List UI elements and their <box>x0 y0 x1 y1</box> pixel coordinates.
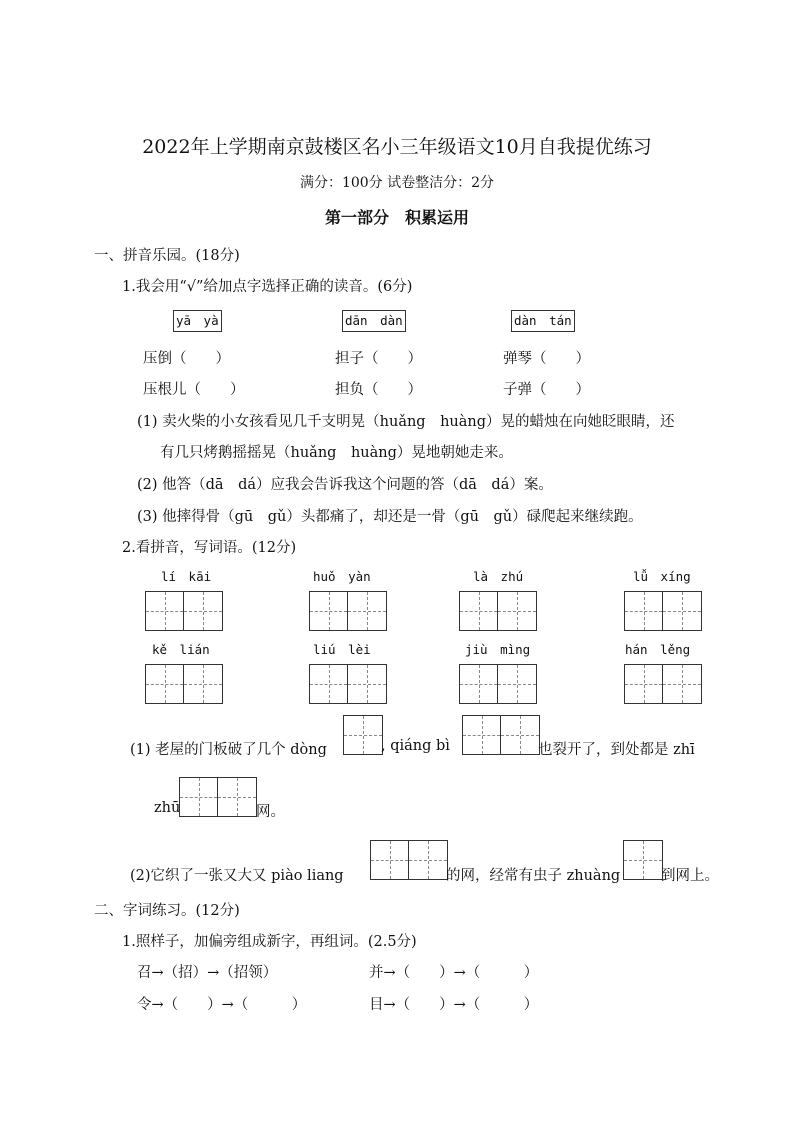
part-heading: 第一部分 积累运用 <box>324 208 469 227</box>
radical-exercise[interactable]: 目→（ ）→（ ） <box>369 997 539 1013</box>
reading-choice[interactable]: 担子（ ） <box>335 351 422 367</box>
pinyin-label: lí kāi <box>161 569 212 584</box>
pinyin-label: hán lěng <box>625 642 691 657</box>
question-prompt: 2.看拼音，写词语。(12分) <box>122 540 297 556</box>
section-heading-words: 二、字词练习。(12分) <box>94 903 240 919</box>
radical-exercise[interactable]: 令→（ ）→（ ） <box>137 997 307 1013</box>
pinyin-option-box: yā yà <box>173 310 222 332</box>
writing-grid[interactable] <box>343 715 383 755</box>
fill-sentence-2-end: 到网上。 <box>661 868 719 884</box>
writing-grid[interactable] <box>309 591 387 631</box>
writing-grid[interactable] <box>623 840 663 880</box>
writing-grid[interactable] <box>179 777 257 817</box>
fill-sentence-1-mid: , qiáng bì <box>381 738 450 754</box>
fill-sentence-2-start: (2)它织了一张又大又 piào liang <box>130 868 344 884</box>
reading-choice[interactable]: 压倒（ ） <box>143 351 230 367</box>
reading-choice[interactable]: 担负（ ） <box>335 382 422 398</box>
fill-sentence-1-end: 也裂开了，到处都是 zhī <box>538 742 695 758</box>
reading-choice[interactable]: 子弹（ ） <box>503 382 590 398</box>
pinyin-label: là zhú <box>473 569 524 584</box>
reading-choice[interactable]: 压根儿（ ） <box>143 382 245 398</box>
writing-grid[interactable] <box>309 664 387 704</box>
fill-sentence-1-zhu: zhū <box>154 800 181 816</box>
score-info: 满分：100分 试卷整洁分：2分 <box>299 175 495 191</box>
radical-exercise[interactable]: 并→（ ）→（ ） <box>369 965 539 981</box>
writing-grid[interactable] <box>145 664 223 704</box>
pinyin-label: liú lèi <box>313 642 371 657</box>
writing-grid[interactable] <box>624 664 702 704</box>
pinyin-option-box: dàn tán <box>511 310 575 332</box>
question-prompt: 1.我会用“√”给加点字选择正确的读音。(6分) <box>122 279 413 295</box>
writing-grid[interactable] <box>370 840 448 880</box>
writing-grid[interactable] <box>462 715 540 755</box>
question-prompt: 1.照样子，加偏旁组成新字，再组词。(2.5分) <box>122 934 417 950</box>
sentence-3: (3) 他摔得骨（gū gǔ）头都痛了，却还是一骨（gū gǔ）碌爬起来继续跑。 <box>137 509 643 525</box>
document-title: 2022年上学期南京鼓楼区名小三年级语文10月自我提优练习 <box>142 136 652 158</box>
reading-choice[interactable]: 弹琴（ ） <box>503 351 590 367</box>
pinyin-option-box: dān dàn <box>342 310 406 332</box>
sentence-1b: 有几只烤鹅摇摇晃（huǎng huàng）晃地朝她走来。 <box>160 445 513 461</box>
pinyin-label: lǚ xíng <box>633 569 691 584</box>
fill-sentence-1-start: (1) 老屋的门板破了几个 dòng <box>130 742 327 758</box>
pinyin-label: jiù mìng <box>465 642 531 657</box>
writing-grid[interactable] <box>459 591 537 631</box>
pinyin-label: kě lián <box>152 642 210 657</box>
fill-sentence-1-tail: 网。 <box>256 804 285 820</box>
radical-exercise: 召→（招）→（招领） <box>137 965 278 981</box>
sentence-2: (2) 他答（dā dá）应我会告诉我这个问题的答（dā dá）案。 <box>137 477 553 493</box>
sentence-1a: (1) 卖火柴的小女孩看见几千支明晃（huǎng huàng）晃的蜡烛在向她眨眼睛，还 <box>137 414 675 430</box>
writing-grid[interactable] <box>624 591 702 631</box>
writing-grid[interactable] <box>145 591 223 631</box>
fill-sentence-2-mid: 的网，经常有虫子 zhuàng <box>446 868 621 884</box>
pinyin-label: huǒ yàn <box>313 569 371 584</box>
section-heading-pinyin: 一、拼音乐园。(18分) <box>94 248 240 264</box>
writing-grid[interactable] <box>459 664 537 704</box>
